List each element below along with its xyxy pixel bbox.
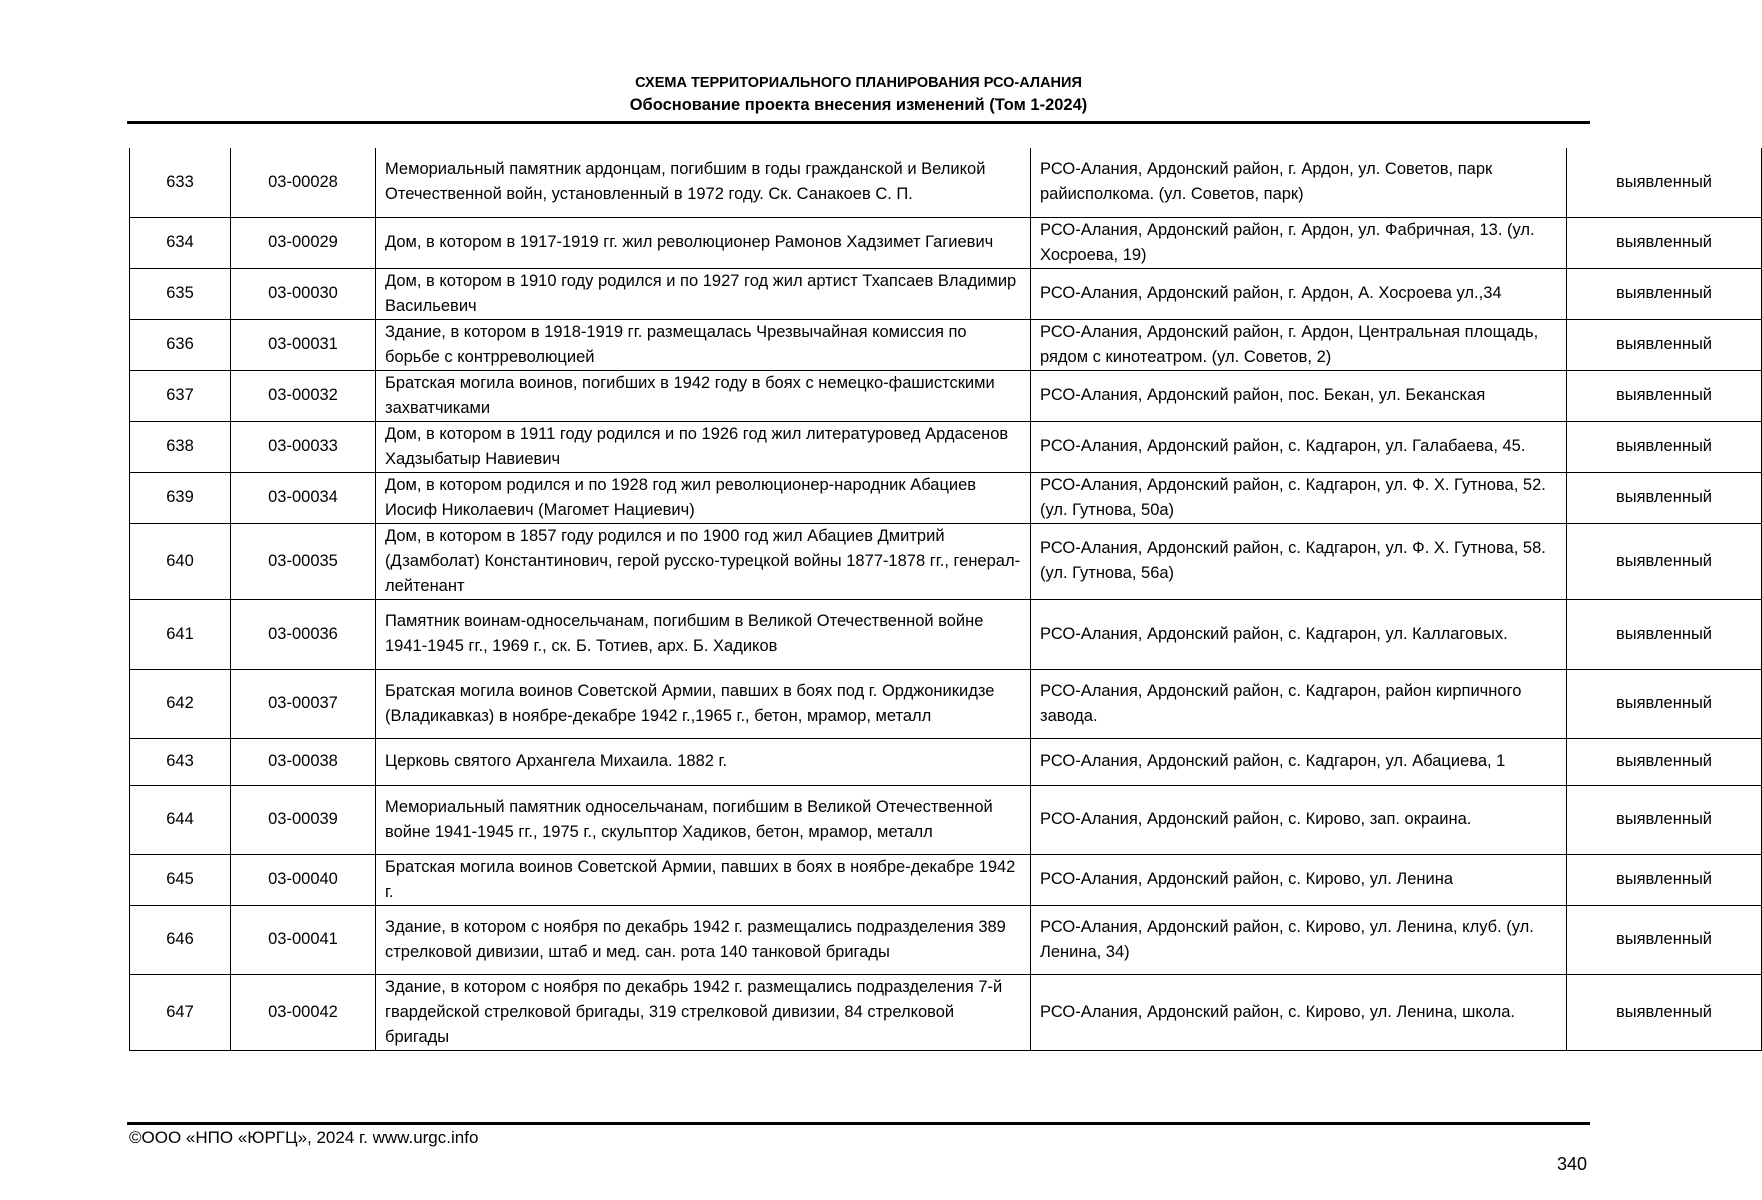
- object-address: РСО-Алания, Ардонский район, с. Кадгарон, ул. Ф. Х. Гутнова, 52. (ул. Гутнова, 50а): [1031, 472, 1567, 523]
- table-row: [130, 669, 1762, 738]
- object-address: РСО-Алания, Ардонский район, с. Кирово, ул. Ленина: [1031, 854, 1567, 905]
- object-name: Дом, в котором в 1917-1919 гг. жил революционер Рамонов Хадзимет Гагиевич: [376, 217, 1031, 268]
- object-address: РСО-Алания, Ардонский район, с. Кирово, ул. Ленина, клуб. (ул. Ленина, 34): [1031, 905, 1567, 974]
- registry-code: 03-00038: [231, 738, 376, 785]
- footer-rule: [127, 1122, 1590, 1125]
- table-row: [130, 217, 1762, 268]
- row-number: 639: [130, 472, 231, 523]
- object-name: Братская могила воинов, погибших в 1942 году в боях с немецко-фашистскими захватчиками: [376, 370, 1031, 421]
- object-address: РСО-Алания, Ардонский район, с. Кадгарон, ул. Абациева, 1: [1031, 738, 1567, 785]
- document-subtitle: Обоснование проекта внесения изменений (Том 1-2024): [629, 96, 1088, 114]
- object-status: выявленный: [1567, 319, 1762, 370]
- object-name: Здание, в котором с ноября по декабрь 1942 г. размещались подразделения 389 стрелковой дивизии, штаб и мед. сан. рота 140 танковой бригады: [376, 905, 1031, 974]
- registry-code: 03-00033: [231, 421, 376, 472]
- registry-code: 03-00037: [231, 669, 376, 738]
- object-address: РСО-Алания, Ардонский район, г. Ардон, ул. Фабричная, 13. (ул. Хосроева, 19): [1031, 217, 1567, 268]
- header-rule: [127, 121, 1590, 124]
- object-name: Дом, в котором родился и по 1928 год жил революционер-народник Абациев Иосиф Николаевич (Магомет Нациевич): [376, 472, 1031, 523]
- row-number: 647: [130, 974, 231, 1050]
- object-name: Мемориальный памятник односельчанам, погибшим в Великой Отечественной войне 1941-1945 гг., 1975 г., скульптор Хадиков, бетон, мрамор, металл: [376, 785, 1031, 854]
- object-name: Мемориальный памятник ардонцам, погибшим в годы гражданской и Великой Отечественной войн, установленный в 1972 году. Ск. Санакоев С. П.: [376, 148, 1031, 217]
- row-number: 637: [130, 370, 231, 421]
- object-status: выявленный: [1567, 217, 1762, 268]
- object-name: Дом, в котором в 1857 году родился и по 1900 год жил Абациев Дмитрий (Дзамболат) Константинович, герой русско-турецкой войны 1877-1878 гг., генерал-лейтенант: [376, 523, 1031, 599]
- object-status: выявленный: [1567, 421, 1762, 472]
- object-address: РСО-Алания, Ардонский район, с. Кирово, зап. окраина.: [1031, 785, 1567, 854]
- object-name: Братская могила воинов Советской Армии, павших в боях в ноябре-декабре 1942 г.: [376, 854, 1031, 905]
- object-name: Здание, в котором в 1918-1919 гг. размещалась Чрезвычайная комиссия по борьбе с контрреволюцией: [376, 319, 1031, 370]
- table-row: [130, 854, 1762, 905]
- row-number: 644: [130, 785, 231, 854]
- row-number: 640: [130, 523, 231, 599]
- document-header: [127, 72, 1590, 116]
- row-number: 643: [130, 738, 231, 785]
- row-number: 635: [130, 268, 231, 319]
- table-row: [130, 421, 1762, 472]
- registry-code: 03-00030: [231, 268, 376, 319]
- table-row: [130, 523, 1762, 599]
- object-address: РСО-Алания, Ардонский район, с. Кирово, ул. Ленина, школа.: [1031, 974, 1567, 1050]
- table-row: [130, 599, 1762, 669]
- object-status: выявленный: [1567, 523, 1762, 599]
- object-address: РСО-Алания, Ардонский район, с. Кадгарон, ул. Галабаева, 45.: [1031, 421, 1567, 472]
- registry-code: 03-00031: [231, 319, 376, 370]
- registry-code: 03-00029: [231, 217, 376, 268]
- object-address: РСО-Алания, Ардонский район, с. Кадгарон, ул. Каллаговых.: [1031, 599, 1567, 669]
- registry-code: 03-00032: [231, 370, 376, 421]
- row-number: 636: [130, 319, 231, 370]
- document-title: СХЕМА ТЕРРИТОРИАЛЬНОГО ПЛАНИРОВАНИЯ РСО-АЛАНИЯ: [635, 75, 1082, 91]
- object-status: выявленный: [1567, 148, 1762, 217]
- table-row: [130, 268, 1762, 319]
- object-status: выявленный: [1567, 738, 1762, 785]
- object-status: выявленный: [1567, 905, 1762, 974]
- table-row: [130, 785, 1762, 854]
- registry-code: 03-00042: [231, 974, 376, 1050]
- row-number: 638: [130, 421, 231, 472]
- registry-code: 03-00039: [231, 785, 376, 854]
- object-address: РСО-Алания, Ардонский район, с. Кадгарон, район кирпичного завода.: [1031, 669, 1567, 738]
- table-row: [130, 370, 1762, 421]
- object-status: выявленный: [1567, 669, 1762, 738]
- registry-code: 03-00028: [231, 148, 376, 217]
- object-address: РСО-Алания, Ардонский район, г. Ардон, ул. Советов, парк райисполкома. (ул. Советов, парк): [1031, 148, 1567, 217]
- heritage-objects-table: [129, 148, 1762, 1051]
- object-address: РСО-Алания, Ардонский район, пос. Бекан, ул. Беканская: [1031, 370, 1567, 421]
- row-number: 642: [130, 669, 231, 738]
- object-address: РСО-Алания, Ардонский район, г. Ардон, А. Хосроева ул.,34: [1031, 268, 1567, 319]
- object-name: Братская могила воинов Советской Армии, павших в боях под г. Орджоникидзе (Владикавказ) в ноябре-декабре 1942 г.,1965 г., бетон, мрамор, металл: [376, 669, 1031, 738]
- object-status: выявленный: [1567, 599, 1762, 669]
- registry-code: 03-00034: [231, 472, 376, 523]
- object-status: выявленный: [1567, 268, 1762, 319]
- row-number: 645: [130, 854, 231, 905]
- table-row: [130, 905, 1762, 974]
- table-row: [130, 148, 1762, 217]
- registry-code: 03-00036: [231, 599, 376, 669]
- object-name: Памятник воинам-односельчанам, погибшим в Великой Отечественной войне 1941-1945 гг., 1969 г., ск. Б. Тотиев, арх. Б. Хадиков: [376, 599, 1031, 669]
- row-number: 633: [130, 148, 231, 217]
- object-address: РСО-Алания, Ардонский район, г. Ардон, Центральная площадь, рядом с кинотеатром. (ул. Советов, 2): [1031, 319, 1567, 370]
- table-row: [130, 319, 1762, 370]
- table-row: [130, 472, 1762, 523]
- registry-code: 03-00035: [231, 523, 376, 599]
- row-number: 634: [130, 217, 231, 268]
- row-number: 646: [130, 905, 231, 974]
- page-number: 340: [1556, 1154, 1587, 1174]
- object-name: Дом, в котором в 1911 году родился и по 1926 год жил литературовед Ардасенов Хадзыбатыр Навиевич: [376, 421, 1031, 472]
- footer-copyright: ©ООО «НПО «ЮРГЦ», 2024 г. www.urgc.info: [129, 1128, 479, 1147]
- object-status: выявленный: [1567, 370, 1762, 421]
- registry-code: 03-00041: [231, 905, 376, 974]
- object-status: выявленный: [1567, 472, 1762, 523]
- object-name: Церковь святого Архангела Михаила. 1882 г.: [376, 738, 1031, 785]
- table-row: [130, 738, 1762, 785]
- table-body: [130, 148, 1762, 1050]
- object-name: Здание, в котором с ноября по декабрь 1942 г. размещались подразделения 7-й гвардейской стрелковой бригады, 319 стрелковой дивизии, 84 стрелковой бригады: [376, 974, 1031, 1050]
- object-address: РСО-Алания, Ардонский район, с. Кадгарон, ул. Ф. Х. Гутнова, 58. (ул. Гутнова, 56а): [1031, 523, 1567, 599]
- registry-code: 03-00040: [231, 854, 376, 905]
- object-name: Дом, в котором в 1910 году родился и по 1927 год жил артист Тхапсаев Владимир Васильевич: [376, 268, 1031, 319]
- object-status: выявленный: [1567, 974, 1762, 1050]
- table-row: [130, 974, 1762, 1050]
- object-status: выявленный: [1567, 785, 1762, 854]
- object-status: выявленный: [1567, 854, 1762, 905]
- row-number: 641: [130, 599, 231, 669]
